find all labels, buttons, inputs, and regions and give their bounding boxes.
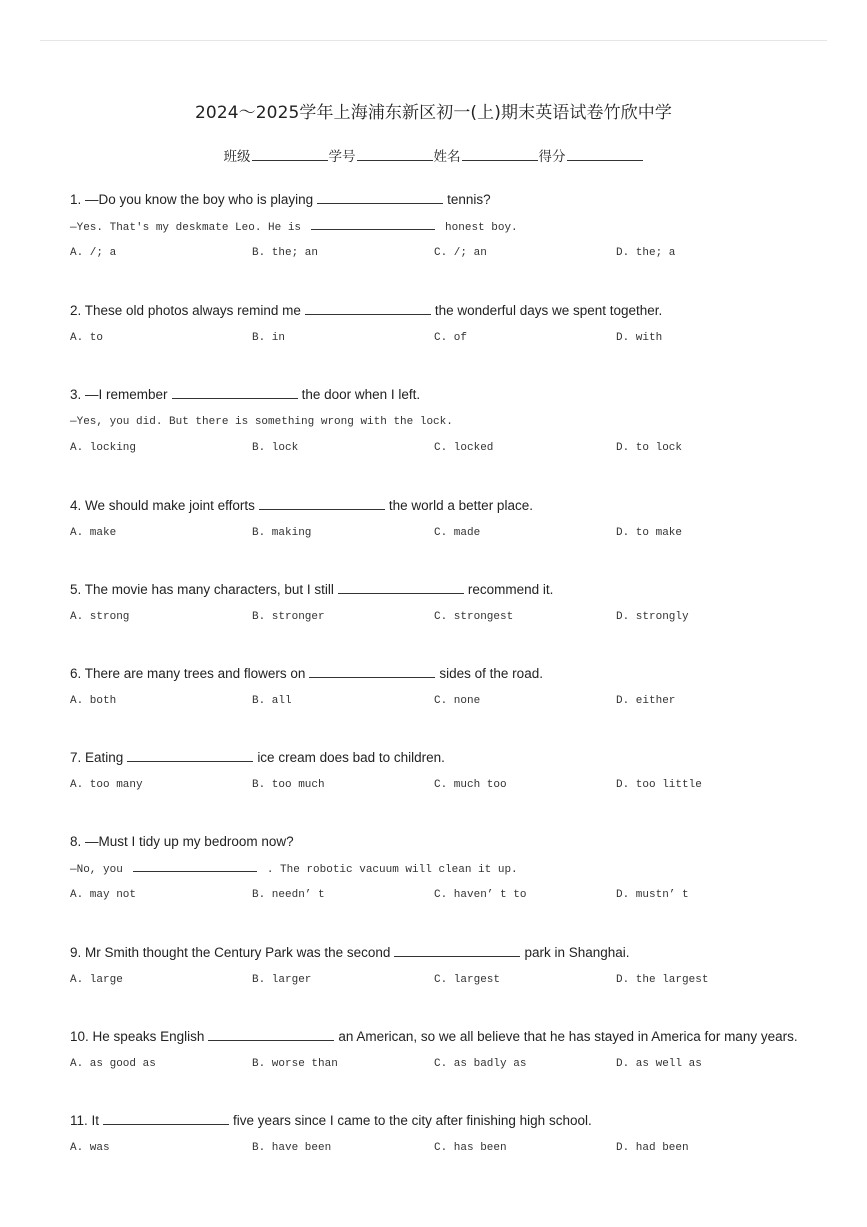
question-stem <box>70 385 830 405</box>
option-c[interactable]: C. of <box>434 332 468 344</box>
question-text-after: the door when I left. <box>301 387 421 402</box>
question-5 <box>70 580 830 626</box>
option-d[interactable]: D. the largest <box>616 974 709 986</box>
answer-blank[interactable] <box>208 1027 334 1041</box>
question-number: 1. <box>70 192 82 207</box>
question-text-before: —Do you know the boy who is playing <box>85 192 314 207</box>
question-number: 10. <box>70 1029 89 1044</box>
question-7 <box>70 748 830 794</box>
option-row <box>70 886 830 904</box>
option-d[interactable]: D. either <box>616 695 676 707</box>
question-text-before: These old photos always remind me <box>84 303 301 318</box>
option-b[interactable]: B. larger <box>252 974 312 986</box>
question-text-after: sides of the road. <box>439 666 543 681</box>
question-text-after: the wonderful days we spent together. <box>434 303 663 318</box>
class-label: 班级 <box>223 149 251 165</box>
option-a[interactable]: A. was <box>70 1142 110 1154</box>
option-d[interactable]: D. had been <box>616 1142 689 1154</box>
question-text-after: recommend it. <box>467 582 554 597</box>
option-a[interactable]: A. too many <box>70 779 143 791</box>
option-row <box>70 1139 830 1157</box>
question-number: 7. <box>70 750 82 765</box>
answer-blank[interactable] <box>338 580 464 594</box>
question-stem <box>70 301 830 321</box>
question-stem <box>70 748 830 768</box>
name-label: 姓名 <box>433 149 461 165</box>
option-c[interactable]: C. haven’ t to <box>434 889 527 901</box>
option-d[interactable]: D. strongly <box>616 611 689 623</box>
question-text-after: ice cream does bad to children. <box>257 750 445 765</box>
answer-blank[interactable] <box>103 1111 229 1125</box>
reply-text-before: —No, you <box>70 864 123 876</box>
reply-text-before: —Yes. That's my deskmate Leo. He is <box>70 222 302 234</box>
question-text-after: an American, so we all believe that he has stayed in America for many years. <box>338 1029 798 1044</box>
reply-text: —Yes, you did. But there is something wrong with the lock. <box>70 416 453 428</box>
answer-blank[interactable] <box>172 385 298 399</box>
option-d[interactable]: D. with <box>616 332 663 344</box>
option-b[interactable]: B. making <box>252 527 312 539</box>
option-d[interactable]: D. mustn’ t <box>616 889 689 901</box>
question-text-before: Eating <box>85 750 124 765</box>
option-row <box>70 608 830 626</box>
option-a[interactable]: A. strong <box>70 611 130 623</box>
question-stem <box>70 580 830 600</box>
question-text-before: Mr Smith thought the Century Park was the second <box>85 945 391 960</box>
option-b[interactable]: B. the; an <box>252 247 319 259</box>
question-text-before: He speaks English <box>92 1029 205 1044</box>
option-b[interactable]: B. worse than <box>252 1058 338 1070</box>
option-a[interactable]: A. large <box>70 974 123 986</box>
question-text-before: There are many trees and flowers on <box>84 666 306 681</box>
question-stem <box>70 832 830 852</box>
question-2 <box>70 301 830 347</box>
question-text-after: tennis? <box>447 192 491 207</box>
option-c[interactable]: C. none <box>434 695 481 707</box>
option-d[interactable]: D. to lock <box>616 442 683 454</box>
option-c[interactable]: C. as badly as <box>434 1058 527 1070</box>
option-a[interactable]: A. as good as <box>70 1058 156 1070</box>
question-10 <box>70 1027 830 1073</box>
option-d[interactable]: D. too little <box>616 779 702 791</box>
question-number: 5. <box>70 582 82 597</box>
score-blank[interactable] <box>567 147 643 161</box>
score-label: 得分 <box>538 149 566 165</box>
option-row <box>70 776 830 794</box>
question-3 <box>70 385 830 457</box>
option-b[interactable]: B. lock <box>252 442 299 454</box>
question-stem <box>70 1111 830 1131</box>
question-text-before: It <box>91 1113 100 1128</box>
reply-blank[interactable] <box>133 860 257 872</box>
question-stem <box>70 190 830 210</box>
class-blank[interactable] <box>252 147 328 161</box>
option-row <box>70 971 830 989</box>
question-text-after: the world a better place. <box>388 498 533 513</box>
question-number: 3. <box>70 387 82 402</box>
option-b[interactable]: B. too much <box>252 779 325 791</box>
page-title: 2024～2025学年上海浦东新区初一(上)期末英语试卷竹欣中学 <box>195 103 672 123</box>
option-row <box>70 524 830 542</box>
reply-blank[interactable] <box>311 218 435 230</box>
question-text-after: five years since I came to the city after finishing high school. <box>233 1113 592 1128</box>
question-4 <box>70 496 830 542</box>
option-a[interactable]: A. make <box>70 527 117 539</box>
question-number: 4. <box>70 498 82 513</box>
option-c[interactable]: C. much too <box>434 779 507 791</box>
question-stem <box>70 1027 830 1047</box>
option-b[interactable]: B. stronger <box>252 611 325 623</box>
question-9 <box>70 943 830 989</box>
answer-blank[interactable] <box>394 943 520 957</box>
option-row <box>70 692 830 710</box>
student-info-line <box>0 145 867 165</box>
option-c[interactable]: C. locked <box>434 442 494 454</box>
option-a[interactable]: A. may not <box>70 889 137 901</box>
option-a[interactable]: A. to <box>70 332 104 344</box>
name-blank[interactable] <box>462 147 538 161</box>
option-b[interactable]: B. all <box>252 695 292 707</box>
option-row <box>70 1055 830 1073</box>
option-a[interactable]: A. both <box>70 695 117 707</box>
option-a[interactable]: A. locking <box>70 442 137 454</box>
option-c[interactable]: C. has been <box>434 1142 507 1154</box>
option-b[interactable]: B. in <box>252 332 286 344</box>
question-stem <box>70 496 830 516</box>
id-blank[interactable] <box>357 147 433 161</box>
question-text: —Must I tidy up my bedroom now? <box>85 834 294 849</box>
dialogue-reply <box>70 860 830 878</box>
question-number: 9. <box>70 945 82 960</box>
option-d[interactable]: D. to make <box>616 527 683 539</box>
question-11 <box>70 1111 830 1157</box>
question-stem <box>70 943 830 963</box>
answer-blank[interactable] <box>127 748 253 762</box>
question-text-after: park in Shanghai. <box>524 945 630 960</box>
reply-text-after: . The robotic vacuum will clean it up. <box>266 864 518 876</box>
option-row <box>70 244 830 262</box>
option-b[interactable]: B. have been <box>252 1142 332 1154</box>
question-number: 8. <box>70 834 82 849</box>
option-row <box>70 329 830 347</box>
question-number: 2. <box>70 303 82 318</box>
dialogue-reply <box>70 218 830 236</box>
answer-blank[interactable] <box>305 301 431 315</box>
question-text-before: The movie has many characters, but I still <box>84 582 334 597</box>
answer-blank[interactable] <box>309 664 435 678</box>
question-text-before: We should make joint efforts <box>85 498 255 513</box>
answer-blank[interactable] <box>259 496 385 510</box>
option-row <box>70 439 830 457</box>
option-c[interactable]: C. made <box>434 527 481 539</box>
question-number: 11. <box>70 1113 88 1128</box>
question-1 <box>70 190 830 262</box>
option-a[interactable]: A. /; a <box>70 247 117 259</box>
dialogue-reply <box>70 413 830 431</box>
answer-blank[interactable] <box>317 190 443 204</box>
question-stem <box>70 664 830 684</box>
option-c[interactable]: C. strongest <box>434 611 514 623</box>
option-b[interactable]: B. needn’ t <box>252 889 325 901</box>
reply-text-after: honest boy. <box>445 222 518 234</box>
question-6 <box>70 664 830 710</box>
question-8 <box>70 832 830 904</box>
header-divider <box>40 40 827 41</box>
id-label: 学号 <box>328 149 356 165</box>
question-number: 6. <box>70 666 82 681</box>
option-c[interactable]: C. largest <box>434 974 501 986</box>
option-d[interactable]: D. the; a <box>616 247 676 259</box>
option-c[interactable]: C. /; an <box>434 247 487 259</box>
question-text-before: —I remember <box>85 387 168 402</box>
option-d[interactable]: D. as well as <box>616 1058 702 1070</box>
